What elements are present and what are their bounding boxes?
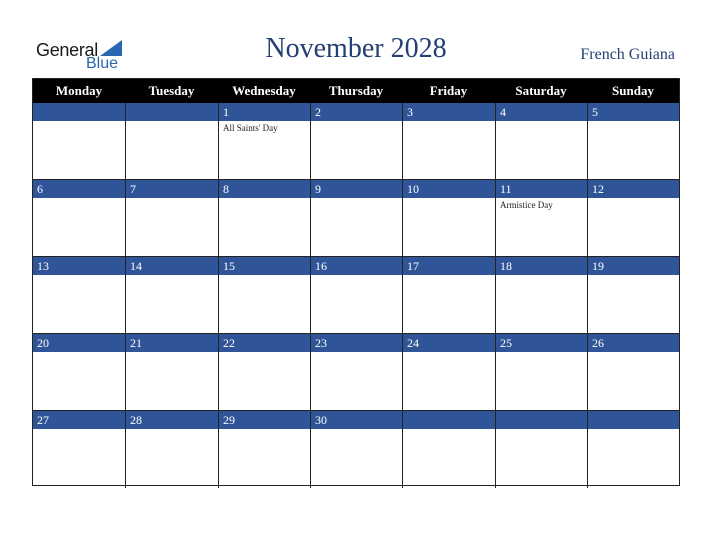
day-number: 10 bbox=[407, 182, 419, 196]
day-cell bbox=[125, 257, 218, 334]
weekday-thursday: Thursday bbox=[328, 83, 384, 98]
week-divider bbox=[33, 256, 679, 257]
day-cell bbox=[125, 411, 218, 488]
day-cell bbox=[33, 180, 125, 257]
calendar-grid bbox=[32, 78, 680, 486]
day-number: 2 bbox=[315, 105, 321, 119]
weekday-monday: Monday bbox=[55, 83, 103, 98]
day-number: 21 bbox=[130, 336, 142, 350]
day-cell bbox=[33, 257, 125, 334]
day-cell bbox=[218, 103, 310, 180]
week-row bbox=[33, 334, 679, 411]
day-number: 23 bbox=[315, 336, 327, 350]
day-number: 9 bbox=[315, 182, 321, 196]
day-number: 30 bbox=[315, 413, 327, 427]
day-number: 16 bbox=[315, 259, 327, 273]
logo-word-blue: Blue bbox=[86, 55, 119, 72]
day-number: 17 bbox=[407, 259, 419, 273]
day-number: 6 bbox=[37, 182, 43, 196]
day-number: 14 bbox=[130, 259, 142, 273]
weekday-saturday: Saturday bbox=[515, 83, 567, 98]
day-cell bbox=[33, 334, 125, 411]
day-cell bbox=[587, 257, 679, 334]
day-cell bbox=[310, 257, 402, 334]
day-number: 3 bbox=[407, 105, 413, 119]
day-number: 11 bbox=[500, 182, 512, 196]
day-cell bbox=[218, 180, 310, 257]
week-row bbox=[33, 257, 679, 334]
day-cell bbox=[310, 411, 402, 488]
day-cell bbox=[218, 334, 310, 411]
weekday-tuesday: Tuesday bbox=[148, 83, 195, 98]
day-number: 25 bbox=[500, 336, 512, 350]
day-number: 29 bbox=[223, 413, 235, 427]
day-cell bbox=[495, 334, 587, 411]
day-number: 1 bbox=[223, 105, 229, 119]
day-cell bbox=[495, 257, 587, 334]
day-cell bbox=[402, 257, 495, 334]
day-cell bbox=[402, 103, 495, 180]
weekday-wednesday: Wednesday bbox=[232, 83, 296, 98]
day-cell bbox=[33, 103, 125, 180]
day-cell bbox=[587, 334, 679, 411]
week-divider bbox=[33, 333, 679, 334]
day-cell bbox=[310, 180, 402, 257]
logo-word-general: General bbox=[36, 40, 98, 60]
day-number: 27 bbox=[37, 413, 49, 427]
day-cell bbox=[402, 334, 495, 411]
week-row bbox=[33, 411, 679, 488]
day-cell bbox=[125, 334, 218, 411]
calendar-title: November 2028 bbox=[265, 33, 447, 64]
day-cell bbox=[310, 334, 402, 411]
day-cell bbox=[587, 180, 679, 257]
week-row bbox=[33, 180, 679, 257]
day-number: 5 bbox=[592, 105, 598, 119]
day-number: 24 bbox=[407, 336, 419, 350]
day-cell bbox=[587, 411, 679, 488]
day-number: 20 bbox=[37, 336, 49, 350]
day-cell bbox=[402, 180, 495, 257]
holiday-label: All Saints' Day bbox=[223, 123, 278, 133]
day-number: 7 bbox=[130, 182, 136, 196]
day-number: 18 bbox=[500, 259, 512, 273]
day-number: 8 bbox=[223, 182, 229, 196]
week-divider bbox=[33, 410, 679, 411]
weekday-friday: Friday bbox=[429, 83, 468, 98]
day-cell bbox=[495, 103, 587, 180]
day-cell bbox=[495, 411, 587, 488]
day-cell bbox=[495, 180, 587, 257]
country-name: French Guiana bbox=[580, 46, 675, 63]
day-number: 4 bbox=[500, 105, 506, 119]
day-number: 28 bbox=[130, 413, 142, 427]
day-cell bbox=[310, 103, 402, 180]
day-number: 26 bbox=[592, 336, 604, 350]
day-number: 19 bbox=[592, 259, 604, 273]
day-number: 12 bbox=[592, 182, 604, 196]
weekday-header bbox=[33, 79, 679, 103]
weekday-sunday: Sunday bbox=[612, 83, 654, 98]
day-cell bbox=[33, 411, 125, 488]
week-divider bbox=[33, 179, 679, 180]
week-row bbox=[33, 103, 679, 180]
day-cell bbox=[587, 103, 679, 180]
day-cell bbox=[218, 257, 310, 334]
day-number: 22 bbox=[223, 336, 235, 350]
day-cell bbox=[218, 411, 310, 488]
day-cell bbox=[125, 180, 218, 257]
day-number: 15 bbox=[223, 259, 235, 273]
holiday-label: Armistice Day bbox=[500, 200, 553, 210]
day-number: 13 bbox=[37, 259, 49, 273]
day-cell bbox=[125, 103, 218, 180]
day-cell bbox=[402, 411, 495, 488]
